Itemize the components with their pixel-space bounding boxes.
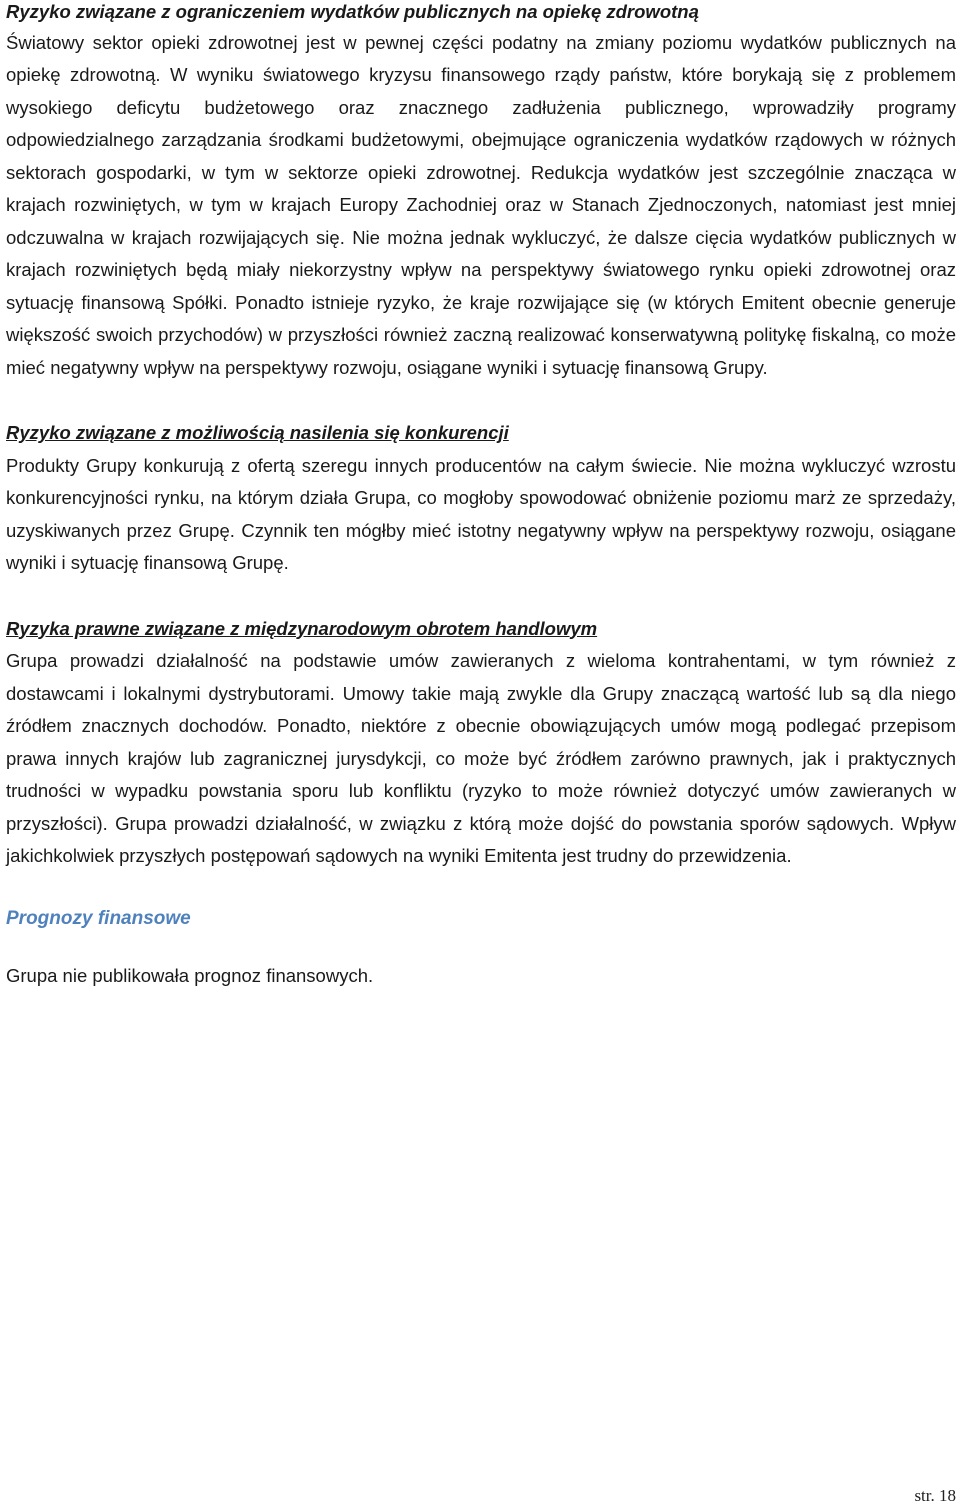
page-number: str. 18: [914, 1486, 956, 1505]
section-body-competition: Produkty Grupy konkurują z ofertą szeregu innych producentów na całym świecie. Nie można wykluczyć wzrostu konkurencyjności rynku, na którym działa Grupa, co mogłoby spowodować obniżenie poziomu marż ze sprzedaży, uzyskiwanych przez Grupę. Czynnik ten mógłby mieć istotny negatywny wpływ na perspektywy rozwoju, osiągane wyniki i sytuację finansową Grupę.: [6, 454, 956, 573]
section-body-public-spending: Światowy sektor opieki zdrowotnej jest w pewnej części podatny na zmiany poziomu wydatków publicznych na opiekę zdrowotną. W wyniku światowego kryzysu finansowego rządy państw, które borykają się z problemem wysokiego deficytu budżetowego oraz znacznego zadłużenia publicznego, wprowadziły programy odpowiedzialnego zarządzania środkami budżetowymi, obejmujące ograniczenia wydatków rządowych w różnych sektorach gospodarki, w tym w sektorze opieki zdrowotnej. Redukcja wydatków jest szczególnie znacząca w krajach rozwiniętych, w tym w krajach Europy Zachodniej oraz w Stanach Zjednoczonych, natomiast jest mniej odczuwalna w krajach rozwijających się. Nie można jednak wykluczyć, że dalsze cięcia wydatków publicznych w krajach rozwiniętych będą miały niekorzystny wpływ na perspektywy światowego rynku opieki zdrowotnej oraz sytuację finansową Spółki. Ponadto istnieje ryzyko, że kraje rozwijające się (w których Emitent obecnie generuje większość swoich przychodów) w przyszłości również zaczną realizować konserwatywną politykę fiskalną, co może mieć negatywny wpływ na perspektywy rozwoju, osiągane wyniki i sytuację finansową Grupy.: [6, 31, 956, 378]
forecast-heading: Prognozy finansowe: [6, 907, 191, 929]
spacer: [6, 384, 956, 417]
document-page: [6, 0, 956, 992]
spacer: [6, 580, 956, 613]
section-heading-public-spending: Ryzyko związane z ograniczeniem wydatków publicznych na opiekę zdrowotną: [6, 1, 699, 22]
section-body-legal-risks: Grupa prowadzi działalność na podstawie umów zawieranych z wieloma kontrahentami, w tym również z dostawcami i lokalnymi dystrybutorami. Umowy takie mają zwykle dla Grupy znaczącą wartość lub są dla niego źródłem znacznych dochodów. Ponadto, niektóre z obecnie obowiązujących umów mogą podlegać przepisom prawa innych krajów lub zagranicznej jurysdykcji, co może być źródłem zarówno prawnych, jak i praktycznych trudności w wypadku powstania sporu lub konfliktu (ryzyko to może również dotyczyć umów zawieranych w przyszłości). Grupa prowadzi działalność, w związku z którą może dojść do powstania sporów sądowych. Wpływ jakichkolwiek przyszłych postępowań sądowych na wyniki Emitenta jest trudny do przewidzenia.: [6, 650, 956, 866]
section-heading-legal-risks: Ryzyka prawne związane z międzynarodowym obrotem handlowym: [6, 617, 598, 639]
section-heading-competition: Ryzyko związane z możliwością nasilenia się konkurencji: [6, 422, 509, 443]
spacer: [6, 873, 956, 903]
forecast-body: Grupa nie publikowała prognoz finansowych.: [6, 964, 374, 986]
